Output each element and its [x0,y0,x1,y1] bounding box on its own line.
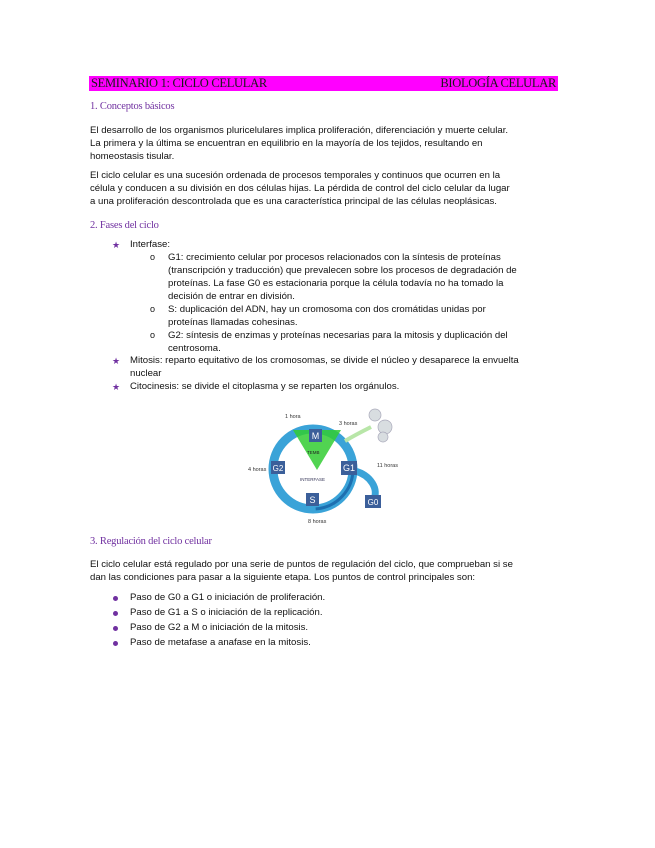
hours-label: 1 hora [285,414,301,420]
circle-bullet-icon: o [150,304,156,314]
phase-s-text [168,303,568,329]
daughter-cell-icon [378,432,388,442]
star-bullet-icon: ★ [112,240,121,250]
mitosis-text [130,354,570,380]
text-line: G2: síntesis de enzimas y proteínas necesarias para la mitosis y duplicación del [168,330,508,341]
hours-label: 8 horas [308,519,327,525]
phase-m-label: M [311,431,320,441]
section-1-paragraph-1 [90,124,568,163]
list-item: Paso de G1 a S o iniciación de la replicación. [130,607,323,618]
phase-g2-text [168,329,568,355]
section-1-title: 1. Conceptos básicos [90,101,175,112]
text-line: (transcripción y traducción) que prevalecen sobre los procesos de degradación de [168,265,517,276]
circle-bullet-icon: o [150,330,156,340]
header-title: SEMINARIO 1: CICLO CELULAR [91,76,267,90]
list-item: Paso de metafase a anafase en la mitosis. [130,637,311,648]
bullet-dot-icon [113,596,118,601]
section-1-paragraph-2 [90,169,568,208]
text-line: nuclear [130,368,162,379]
header-subject: BIOLOGÍA CELULAR [440,76,556,90]
text-line: proteínas llamadas cohesinas. [168,317,298,328]
section-3-title: 3. Regulación del ciclo celular [90,536,212,547]
phase-g1-label: G1 [342,463,356,473]
header-bar [89,76,558,91]
star-bullet-icon: ★ [112,356,121,366]
daughter-cell-icon [378,420,392,434]
cell-cycle-diagram [245,405,420,527]
circle-bullet-icon: o [150,252,156,262]
text-line: centrosoma. [168,343,221,354]
section-2-title: 2. Fases del ciclo [90,220,159,231]
list-item: Paso de G0 a G1 o iniciación de proliferación. [130,592,326,603]
hours-label: 11 horas [377,463,398,469]
text-line: El ciclo celular es una sucesión ordenada de procesos temporales y continuos que ocurren en la [90,170,501,181]
bullet-dot-icon [113,641,118,646]
hours-label: 4 horas [248,467,267,473]
citocinesis-text: Citocinesis: se divide el citoplasma y se reparten los orgánulos. [130,381,400,392]
text-line: decisión de entrar en división. [168,291,295,302]
phase-g1-text [168,251,568,303]
text-line: proteínas. La fase G0 es estacionaria porque la célula todavía no ha tomado la [168,278,504,289]
text-line: dan las condiciones para pasar a la siguiente etapa. Los puntos de control principales son: [90,572,476,583]
text-line: La primera y la última se encuentran en equilibrio en la mayoría de los tejidos, resultando en [90,138,483,149]
phase-s-label: S [309,495,316,505]
division-arrow [345,427,371,441]
text-line: Mitosis: reparto equitativo de los cromosomas, se divide el núcleo y desaparece la envuelta [130,355,519,366]
bullet-dot-icon [113,611,118,616]
inner-top-label: TEMB [307,450,320,455]
list-item: Paso de G2 a M o iniciación de la mitosis. [130,622,309,633]
daughter-cell-icon [369,409,381,421]
phase-g2-label: G2 [272,464,284,473]
text-line: célula y conducen a su división en dos células hijas. La pérdida de control del ciclo celular da lugar [90,183,510,194]
text-line: a una proliferación descontrolada que es una característica principal de las células neoplásicas. [90,196,497,207]
interfase-label: Interfase: [130,239,170,250]
text-line: El desarrollo de los organismos pluricelulares implica proliferación, diferenciación y muerte celular. [90,125,509,136]
section-3-paragraph [90,558,568,584]
text-line: S: duplicación del ADN, hay un cromosoma con dos cromátidas unidas por [168,304,486,315]
inner-center-label: INTERFASE [300,477,326,482]
phase-g0-label: G0 [367,498,379,507]
bullet-dot-icon [113,626,118,631]
hours-label: 3 horas [339,421,358,427]
star-bullet-icon: ★ [112,382,121,392]
text-line: El ciclo celular está regulado por una serie de puntos de regulación del ciclo, que comprueban si se [90,559,513,570]
text-line: homeostasis tisular. [90,151,175,162]
text-line: G1: crecimiento celular por procesos relacionados con la síntesis de proteínas [168,252,501,263]
